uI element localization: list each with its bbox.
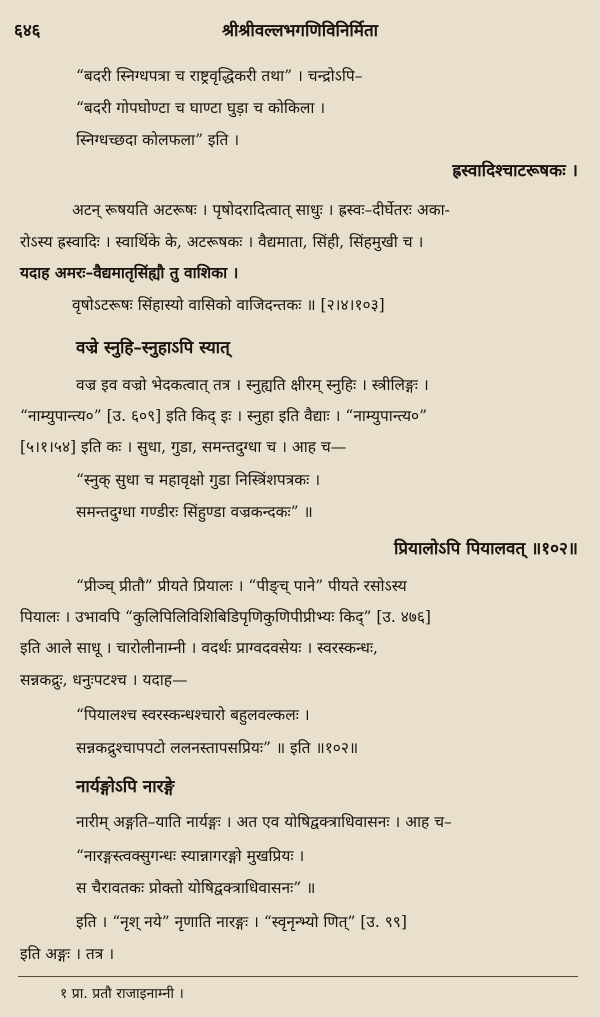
text-line: पियालः । उभावपि “कुलिपिलिविशिबिडिपृणिकुणिपीप्रीभ्यः किद्” [उ. ४७६] — [20, 608, 431, 626]
footnote: १ प्रा. प्रतौ राजाइनाम्नी । — [60, 986, 184, 1002]
text-line: स चैरावतकः प्रोक्तो योषिद्वक्त्राधिवासनः” ॥ — [76, 879, 316, 897]
text-line: “प्रीञ्च् प्रीतौ” प्रीयते प्रियालः । “पीङ्च् पाने” पीयते रसोऽस्य — [76, 577, 407, 595]
text-line: “बदरी स्निग्धपत्रा च राष्ट्रवृद्धिकरी तथा” । चन्द्रोऽपि– — [76, 67, 363, 85]
text-line: यदाह अमरः–वैद्यमातृसिंह्यौ तु वाशिका । — [20, 263, 239, 282]
text-line: “नारङ्गस्त्वक्सुगन्धः स्यान्नागरङ्गो मुखप्रियः । — [76, 847, 305, 865]
text-line: इति आले साधू । चारोलीनाम्नी । वदर्थः प्राग्वदवसेयः । स्वरस्कन्धः, — [20, 639, 378, 657]
section-heading: ह्रस्वादिश्चाटरूषकः । — [452, 161, 578, 181]
text-line: अटन् रूषयति अटरूषः । पृषोदरादित्वात् साधुः । ह्रस्वः–दीर्घेतरः अका- — [72, 201, 450, 219]
text-line: नारीम् अङ्गति–याति नार्यङ्गः । अत एव योषिद्वक्त्राधिवासनः । आह च– — [76, 813, 452, 831]
text-line: [५।१।५४] इति कः । सुधा, गुडा, समन्तदुग्धा च । आह च— — [20, 438, 347, 456]
running-title: श्रीश्रीवल्लभगणिविनिर्मिता — [221, 21, 379, 41]
running-header — [0, 18, 600, 46]
text-line: वज्र इव वज्रो भेदकत्वात् तत्र । स्नुह्यति क्षीरम् स्नुहिः । स्त्रीलिङ्गः । — [76, 376, 429, 394]
text-line: “बदरी गोपघोण्टा च घाण्टा घुड़ा च कोकिला । — [76, 99, 326, 117]
text-line: सन्नकद्रुः, धनुःपटश्च । यदाह— — [20, 671, 188, 689]
section-heading: प्रियालोऽपि पियालवत् ॥१०२॥ — [394, 539, 578, 559]
text-line: रोऽस्य ह्रस्वादिः । स्वार्थिके के, अटरूषकः । वैद्यमाता, सिंही, सिंहमुखी च । — [20, 233, 424, 251]
text-line: स्निग्धच्छदा कोलफला” इति । — [76, 131, 240, 149]
section-heading: नार्यङ्गोऽपि नारङ्गे — [76, 777, 175, 797]
text-line: “नाम्युपान्त्य०” [उ. ६०९] इति किद् इः । स्नुहा इति वैद्याः । “नाम्युपान्त्य०” — [20, 407, 428, 425]
text-line: “पियालश्च स्वरस्कन्धश्चारो बहुलवल्कलः । — [76, 706, 310, 724]
text-line: सन्नकद्रुश्चापपटो ललनस्तापसप्रियः” ॥ इति ॥१०२॥ — [76, 739, 359, 757]
text-line: इति अङ्गः । तत्र । — [20, 945, 115, 963]
text-line: वृषोऽटरूषः सिंहास्यो वासिको वाजिदन्तकः ॥ [२।४।१०३] — [72, 296, 385, 314]
text-line: इति । “नृश् नये” नृणाति नारङ्गः । “स्वृनृन्भ्यो णित्” [उ. ९९] — [76, 913, 407, 931]
text-line: समन्तदुग्धा गण्डीरः सिंहुण्डा वज्रकन्दकः” ॥ — [76, 503, 313, 521]
footnote-rule — [18, 976, 578, 977]
text-line: “स्नुक् सुधा च महावृक्षो गुडा निस्त्रिंशपत्रकः । — [76, 471, 321, 489]
page-number: ६४६ — [14, 21, 41, 41]
section-heading: वज्रे स्नुहि–स्नुहाऽपि स्यात् — [76, 338, 230, 358]
